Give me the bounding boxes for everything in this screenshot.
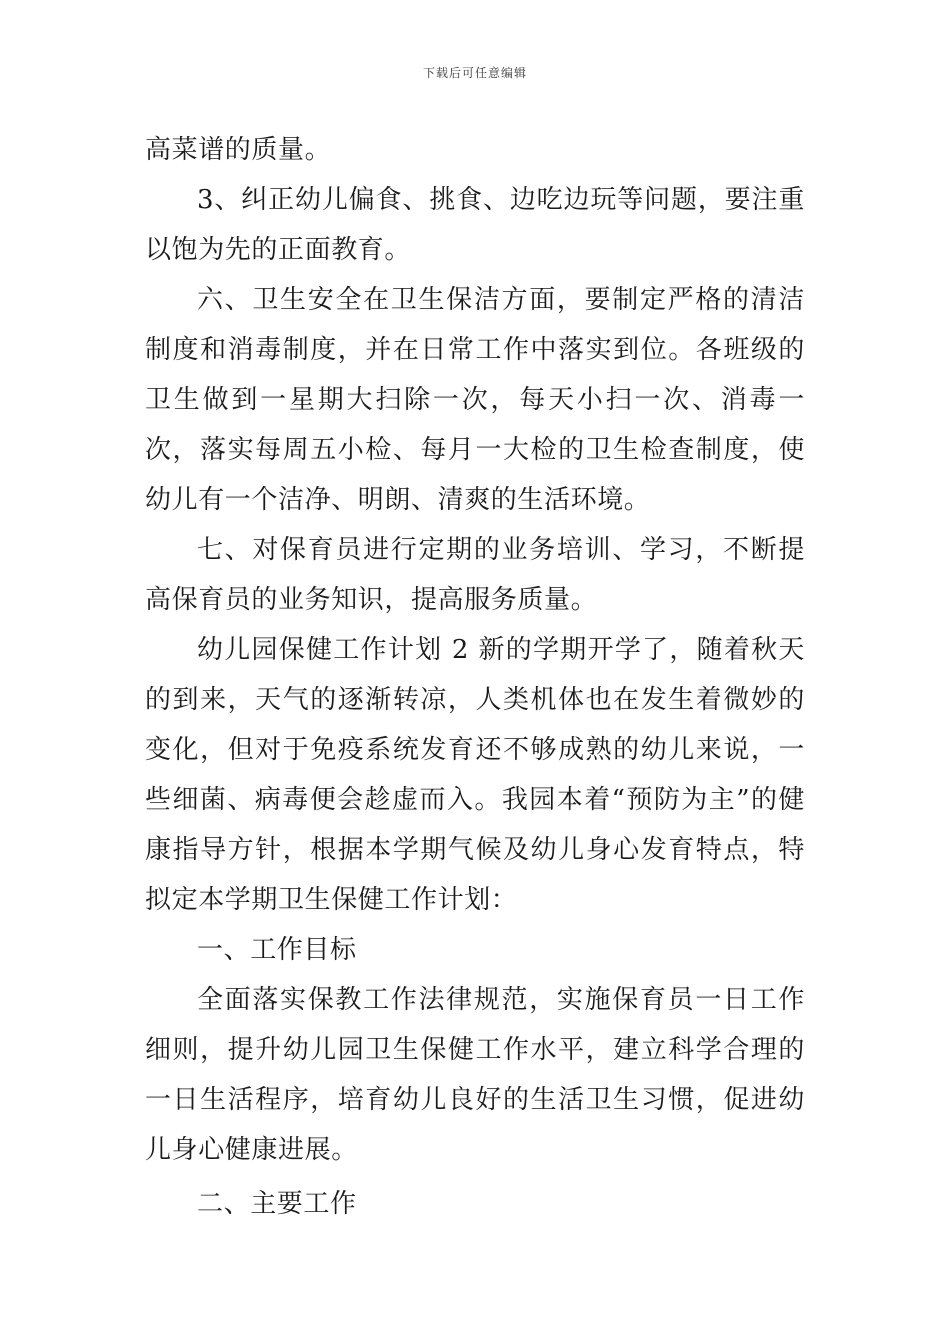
section-heading-goals: 一、工作目标 <box>197 935 357 965</box>
paragraph-hygiene-safety: 六、卫生安全在卫生保洁方面，要制定严格的清洁制度和消毒制度，并在日常工作中落实到位。各班级的卫生做到一星期大扫除一次，每天小扫一次、消毒一次，落实每周五小检、每月一大检的卫生检查制度，使幼儿有一个洁净、明朗、清爽的生活环境。 <box>145 285 805 515</box>
page-header-note: 下载后可任意编辑 <box>422 66 527 80</box>
paragraph-staff-training: 七、对保育员进行定期的业务培训、学习，不断提高保育员的业务知识，提高服务质量。 <box>145 535 805 615</box>
paragraph-goals: 全面落实保教工作法律规范，实施保育员一日工作细则，提升幼儿园卫生保健工作水平，建立科学合理的一日生活程序，培育幼儿良好的生活卫生习惯，促进幼儿身心健康进展。 <box>145 985 805 1165</box>
paragraph-menu-quality: 高菜谱的质量。 <box>145 135 332 165</box>
paragraph-picky-eating: 3、纠正幼儿偏食、挑食、边吃边玩等问题，要注重以饱为先的正面教育。 <box>145 185 805 265</box>
document-body <box>145 125 805 1229</box>
section-heading-main-work: 二、主要工作 <box>197 1189 357 1219</box>
paragraph-plan-intro: 幼儿园保健工作计划 2 新的学期开学了，随着秋天的到来，天气的逐渐转凉，人类机体也在发生着微妙的变化，但对于免疫系统发育还不够成熟的幼儿来说，一些细菌、病毒便会趁虚而入。我园本着“预防为主”的健康指导方针，根据本学期气候及幼儿身心发育特点，特拟定本学期卫生保健工作计划： <box>145 635 805 915</box>
